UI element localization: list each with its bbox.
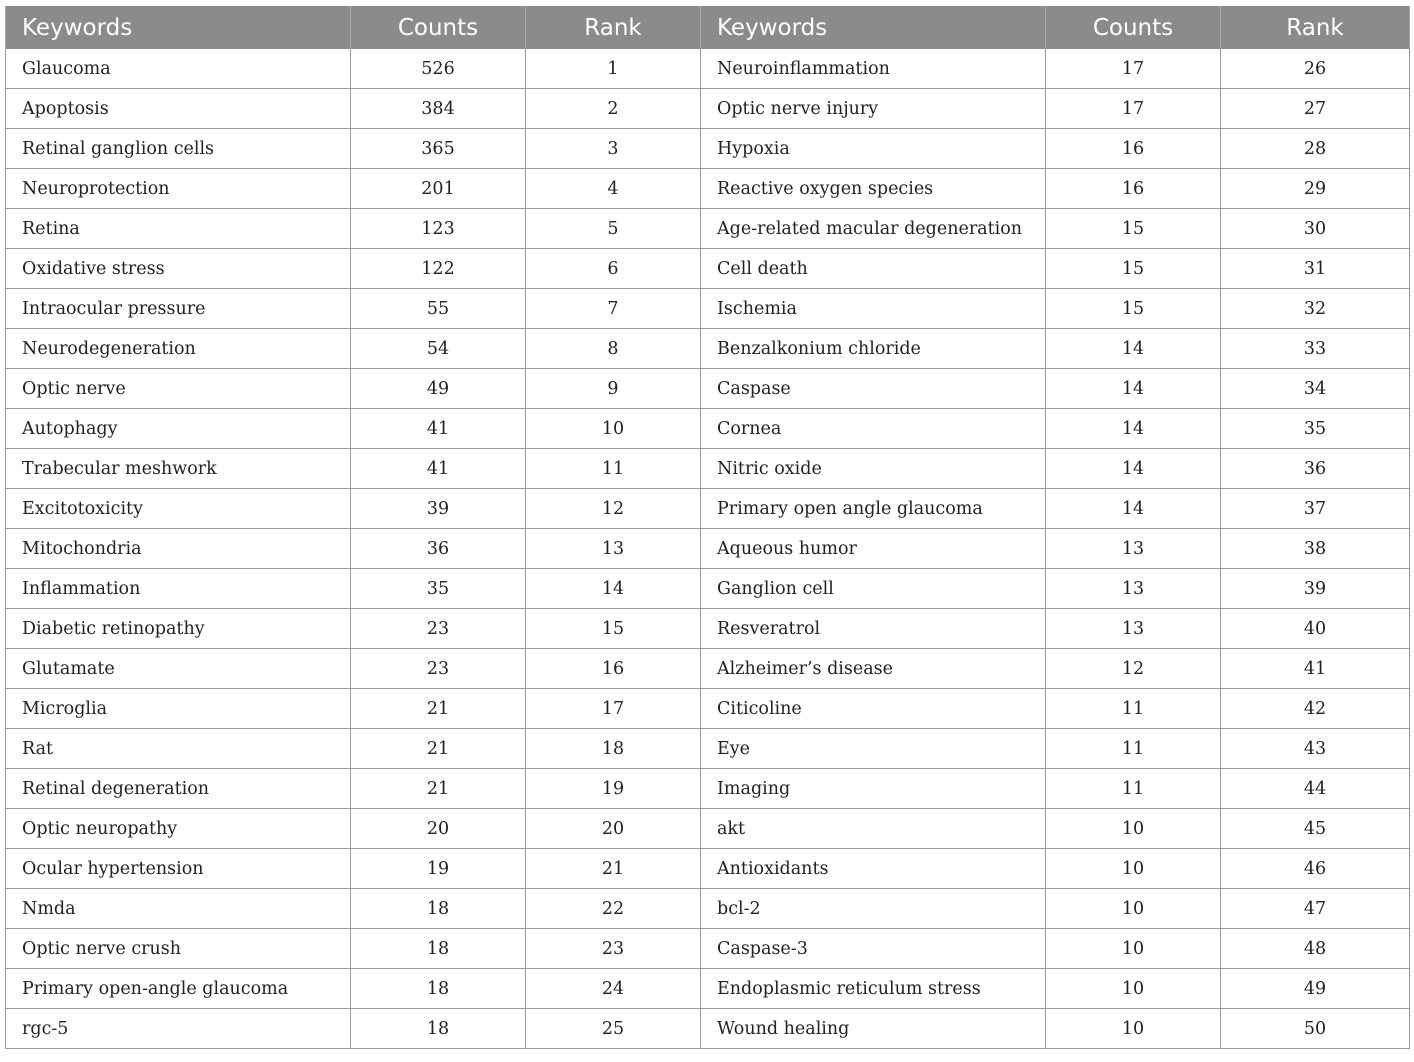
- cell-keyword-left: Trabecular meshwork: [6, 449, 351, 489]
- table-row: [6, 929, 1410, 969]
- cell-rank-left: 9: [526, 369, 701, 409]
- cell-keyword-left: Nmda: [6, 889, 351, 929]
- cell-rank-left: 4: [526, 169, 701, 209]
- cell-count-right: 11: [1046, 729, 1221, 769]
- cell-rank-right: 42: [1221, 689, 1410, 729]
- table-row: [6, 649, 1410, 689]
- cell-count-right: 11: [1046, 769, 1221, 809]
- cell-keyword-right: Cornea: [701, 409, 1046, 449]
- cell-rank-left: 11: [526, 449, 701, 489]
- cell-count-right: 16: [1046, 169, 1221, 209]
- table-row: [6, 609, 1410, 649]
- cell-keyword-right: Aqueous humor: [701, 529, 1046, 569]
- table-row: [6, 409, 1410, 449]
- cell-keyword-left: Optic nerve: [6, 369, 351, 409]
- cell-count-left: 18: [351, 889, 526, 929]
- cell-rank-right: 37: [1221, 489, 1410, 529]
- cell-count-left: 21: [351, 689, 526, 729]
- cell-keyword-right: Citicoline: [701, 689, 1046, 729]
- table-row: [6, 1009, 1410, 1049]
- cell-keyword-right: Neuroinflammation: [701, 49, 1046, 89]
- cell-rank-right: 48: [1221, 929, 1410, 969]
- cell-keyword-left: Diabetic retinopathy: [6, 609, 351, 649]
- table-row: [6, 809, 1410, 849]
- cell-keyword-right: Ischemia: [701, 289, 1046, 329]
- cell-rank-right: 33: [1221, 329, 1410, 369]
- cell-rank-right: 31: [1221, 249, 1410, 289]
- cell-keyword-right: Alzheimer’s disease: [701, 649, 1046, 689]
- cell-count-left: 122: [351, 249, 526, 289]
- keywords-table-container: [5, 6, 1409, 1056]
- cell-rank-right: 38: [1221, 529, 1410, 569]
- cell-count-left: 23: [351, 609, 526, 649]
- cell-keyword-right: Antioxidants: [701, 849, 1046, 889]
- cell-keyword-right: Optic nerve injury: [701, 89, 1046, 129]
- cell-keyword-right: Caspase-3: [701, 929, 1046, 969]
- table-body: [6, 49, 1410, 1049]
- cell-keyword-left: Autophagy: [6, 409, 351, 449]
- cell-keyword-right: Ganglion cell: [701, 569, 1046, 609]
- cell-rank-left: 12: [526, 489, 701, 529]
- cell-keyword-left: Excitotoxicity: [6, 489, 351, 529]
- cell-count-right: 12: [1046, 649, 1221, 689]
- cell-keyword-left: Oxidative stress: [6, 249, 351, 289]
- cell-keyword-right: Eye: [701, 729, 1046, 769]
- cell-rank-left: 6: [526, 249, 701, 289]
- cell-keyword-left: Neurodegeneration: [6, 329, 351, 369]
- cell-rank-right: 39: [1221, 569, 1410, 609]
- cell-keyword-left: Retinal degeneration: [6, 769, 351, 809]
- cell-count-left: 21: [351, 769, 526, 809]
- cell-count-right: 14: [1046, 329, 1221, 369]
- cell-keyword-left: Retinal ganglion cells: [6, 129, 351, 169]
- cell-count-right: 15: [1046, 249, 1221, 289]
- cell-rank-left: 21: [526, 849, 701, 889]
- cell-rank-right: 34: [1221, 369, 1410, 409]
- cell-keyword-left: Inflammation: [6, 569, 351, 609]
- cell-count-right: 13: [1046, 569, 1221, 609]
- cell-count-left: 35: [351, 569, 526, 609]
- cell-count-left: 123: [351, 209, 526, 249]
- cell-count-left: 201: [351, 169, 526, 209]
- cell-rank-right: 46: [1221, 849, 1410, 889]
- table-row: [6, 689, 1410, 729]
- cell-rank-left: 17: [526, 689, 701, 729]
- cell-keyword-left: Glaucoma: [6, 49, 351, 89]
- cell-count-left: 365: [351, 129, 526, 169]
- header-counts-right: Counts: [1046, 6, 1221, 49]
- cell-rank-left: 5: [526, 209, 701, 249]
- cell-keyword-left: Intraocular pressure: [6, 289, 351, 329]
- cell-count-left: 19: [351, 849, 526, 889]
- cell-count-right: 17: [1046, 49, 1221, 89]
- cell-rank-right: 28: [1221, 129, 1410, 169]
- cell-rank-right: 47: [1221, 889, 1410, 929]
- cell-rank-left: 15: [526, 609, 701, 649]
- table-row: [6, 89, 1410, 129]
- table-header: [6, 6, 1410, 49]
- cell-keyword-right: Hypoxia: [701, 129, 1046, 169]
- cell-rank-right: 44: [1221, 769, 1410, 809]
- cell-keyword-right: Benzalkonium chloride: [701, 329, 1046, 369]
- table-row: [6, 129, 1410, 169]
- cell-rank-right: 32: [1221, 289, 1410, 329]
- cell-rank-left: 3: [526, 129, 701, 169]
- cell-rank-right: 49: [1221, 969, 1410, 1009]
- table-row: [6, 329, 1410, 369]
- table-row: [6, 249, 1410, 289]
- header-counts-left: Counts: [351, 6, 526, 49]
- cell-count-left: 384: [351, 89, 526, 129]
- cell-count-right: 13: [1046, 609, 1221, 649]
- cell-count-right: 14: [1046, 409, 1221, 449]
- cell-keyword-left: Optic neuropathy: [6, 809, 351, 849]
- cell-count-right: 15: [1046, 289, 1221, 329]
- cell-keyword-right: Caspase: [701, 369, 1046, 409]
- cell-count-left: 41: [351, 449, 526, 489]
- table-row: [6, 969, 1410, 1009]
- header-keywords-right: Keywords: [701, 6, 1046, 49]
- cell-count-right: 10: [1046, 929, 1221, 969]
- cell-count-left: 21: [351, 729, 526, 769]
- table-row: [6, 569, 1410, 609]
- cell-keyword-right: Primary open angle glaucoma: [701, 489, 1046, 529]
- cell-count-right: 11: [1046, 689, 1221, 729]
- cell-count-right: 14: [1046, 449, 1221, 489]
- cell-keyword-right: Resveratrol: [701, 609, 1046, 649]
- cell-count-left: 18: [351, 1009, 526, 1049]
- cell-keyword-right: Nitric oxide: [701, 449, 1046, 489]
- header-rank-right: Rank: [1221, 6, 1410, 49]
- cell-count-right: 10: [1046, 1009, 1221, 1049]
- cell-keyword-right: Age-related macular degeneration: [701, 209, 1046, 249]
- cell-count-right: 14: [1046, 489, 1221, 529]
- cell-count-right: 16: [1046, 129, 1221, 169]
- cell-rank-left: 24: [526, 969, 701, 1009]
- cell-count-right: 10: [1046, 889, 1221, 929]
- cell-count-left: 36: [351, 529, 526, 569]
- cell-keyword-left: Primary open-angle glaucoma: [6, 969, 351, 1009]
- cell-keyword-right: bcl-2: [701, 889, 1046, 929]
- cell-count-right: 13: [1046, 529, 1221, 569]
- cell-count-right: 10: [1046, 809, 1221, 849]
- cell-keyword-left: Glutamate: [6, 649, 351, 689]
- table-row: [6, 369, 1410, 409]
- cell-count-right: 14: [1046, 369, 1221, 409]
- cell-keyword-left: Neuroprotection: [6, 169, 351, 209]
- cell-keyword-left: Microglia: [6, 689, 351, 729]
- cell-count-left: 55: [351, 289, 526, 329]
- cell-rank-right: 35: [1221, 409, 1410, 449]
- table-row: [6, 889, 1410, 929]
- cell-rank-right: 41: [1221, 649, 1410, 689]
- cell-keyword-left: Ocular hypertension: [6, 849, 351, 889]
- table-row: [6, 449, 1410, 489]
- table-row: [6, 489, 1410, 529]
- cell-count-left: 23: [351, 649, 526, 689]
- cell-rank-left: 18: [526, 729, 701, 769]
- table-row: [6, 169, 1410, 209]
- table-row: [6, 849, 1410, 889]
- keywords-table: [5, 6, 1410, 1049]
- cell-rank-right: 40: [1221, 609, 1410, 649]
- cell-keyword-left: rgc-5: [6, 1009, 351, 1049]
- cell-count-left: 49: [351, 369, 526, 409]
- cell-rank-right: 45: [1221, 809, 1410, 849]
- table-row: [6, 769, 1410, 809]
- cell-rank-right: 50: [1221, 1009, 1410, 1049]
- cell-rank-right: 27: [1221, 89, 1410, 129]
- cell-rank-left: 7: [526, 289, 701, 329]
- cell-count-left: 39: [351, 489, 526, 529]
- table-row: [6, 289, 1410, 329]
- cell-rank-right: 43: [1221, 729, 1410, 769]
- cell-keyword-left: Optic nerve crush: [6, 929, 351, 969]
- cell-rank-right: 36: [1221, 449, 1410, 489]
- header-keywords-left: Keywords: [6, 6, 351, 49]
- cell-count-right: 15: [1046, 209, 1221, 249]
- cell-rank-left: 16: [526, 649, 701, 689]
- cell-keyword-right: Imaging: [701, 769, 1046, 809]
- cell-rank-right: 26: [1221, 49, 1410, 89]
- cell-rank-left: 25: [526, 1009, 701, 1049]
- cell-rank-left: 1: [526, 49, 701, 89]
- cell-rank-left: 22: [526, 889, 701, 929]
- table-row: [6, 49, 1410, 89]
- cell-rank-left: 19: [526, 769, 701, 809]
- cell-keyword-left: Retina: [6, 209, 351, 249]
- cell-rank-right: 30: [1221, 209, 1410, 249]
- cell-count-left: 20: [351, 809, 526, 849]
- cell-keyword-right: Reactive oxygen species: [701, 169, 1046, 209]
- cell-keyword-left: Apoptosis: [6, 89, 351, 129]
- cell-keyword-right: Wound healing: [701, 1009, 1046, 1049]
- cell-rank-left: 14: [526, 569, 701, 609]
- cell-keyword-right: Cell death: [701, 249, 1046, 289]
- cell-count-left: 18: [351, 969, 526, 1009]
- cell-keyword-right: akt: [701, 809, 1046, 849]
- cell-count-left: 18: [351, 929, 526, 969]
- cell-keyword-left: Mitochondria: [6, 529, 351, 569]
- header-rank-left: Rank: [526, 6, 701, 49]
- cell-count-left: 526: [351, 49, 526, 89]
- cell-rank-left: 23: [526, 929, 701, 969]
- cell-rank-left: 2: [526, 89, 701, 129]
- cell-count-right: 17: [1046, 89, 1221, 129]
- table-row: [6, 729, 1410, 769]
- cell-count-left: 54: [351, 329, 526, 369]
- table-row: [6, 209, 1410, 249]
- cell-rank-left: 10: [526, 409, 701, 449]
- header-row: [6, 6, 1410, 49]
- cell-rank-right: 29: [1221, 169, 1410, 209]
- table-row: [6, 529, 1410, 569]
- cell-count-right: 10: [1046, 969, 1221, 1009]
- cell-keyword-right: Endoplasmic reticulum stress: [701, 969, 1046, 1009]
- cell-keyword-left: Rat: [6, 729, 351, 769]
- cell-rank-left: 13: [526, 529, 701, 569]
- cell-count-left: 41: [351, 409, 526, 449]
- cell-count-right: 10: [1046, 849, 1221, 889]
- cell-rank-left: 8: [526, 329, 701, 369]
- cell-rank-left: 20: [526, 809, 701, 849]
